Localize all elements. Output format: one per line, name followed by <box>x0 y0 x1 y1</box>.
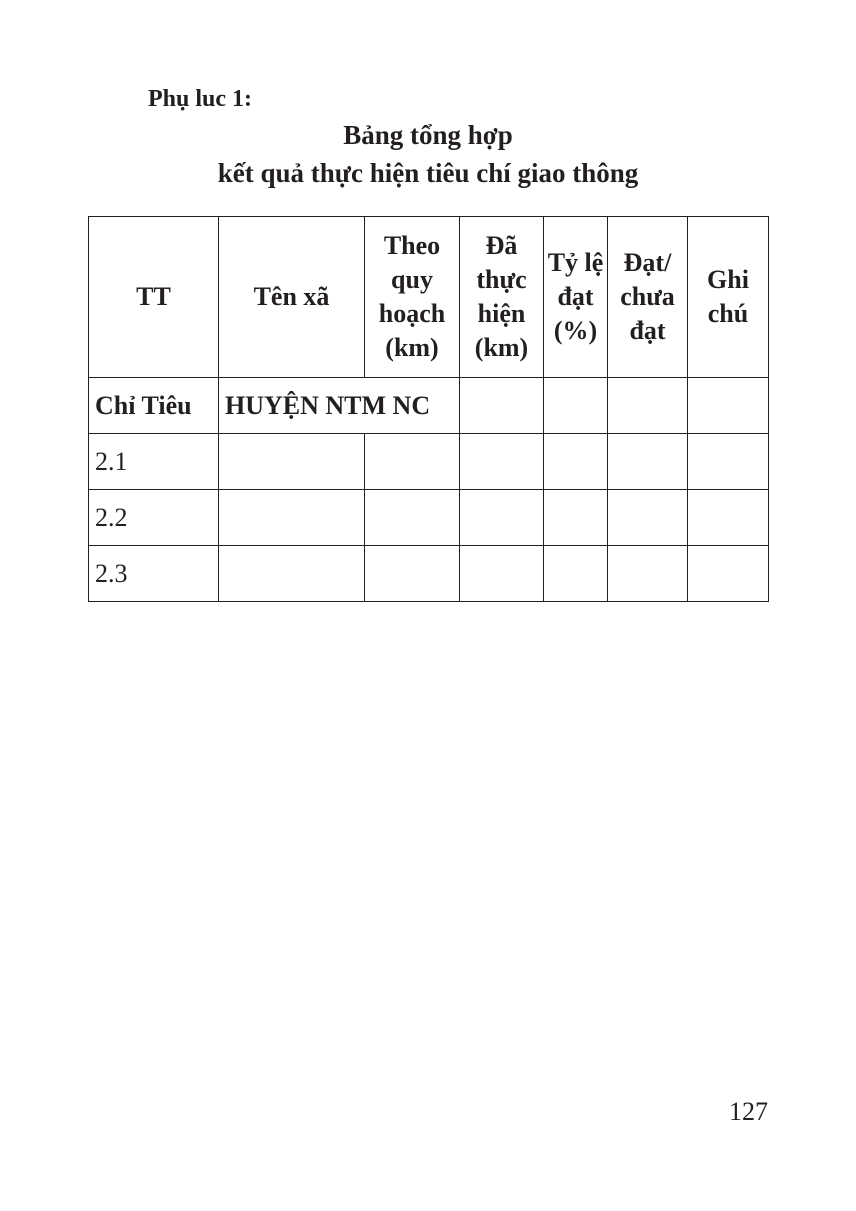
table-cell <box>460 434 544 490</box>
table-row <box>89 546 769 602</box>
page-number: 127 <box>729 1097 768 1126</box>
table-cell <box>460 546 544 602</box>
table-cell <box>608 378 688 434</box>
table-cell <box>365 490 460 546</box>
header-da-thuc-hien: Đã thực hiện (km) <box>460 217 544 378</box>
criteria-value: HUYỆN NTM NC <box>219 378 460 434</box>
row-number: 2.2 <box>89 490 219 546</box>
appendix-label: Phụ luc 1: <box>148 86 253 112</box>
criteria-label: Chỉ Tiêu <box>89 378 219 434</box>
criteria-row <box>89 378 769 434</box>
table-cell <box>365 546 460 602</box>
header-ten-xa: Tên xã <box>219 217 365 378</box>
header-theo-quy-hoach: Theo quy hoạch (km) <box>365 217 460 378</box>
table-cell <box>544 546 608 602</box>
table-row <box>89 490 769 546</box>
table-row <box>89 434 769 490</box>
table-cell <box>219 434 365 490</box>
table-cell <box>544 378 608 434</box>
summary-table <box>88 216 769 602</box>
document-subtitle: kết quả thực hiện tiêu chí giao thông <box>217 158 639 188</box>
table-cell <box>688 434 769 490</box>
table-header-row <box>89 217 769 378</box>
document-title: Bảng tổng hợp <box>343 120 513 150</box>
table-cell <box>688 546 769 602</box>
table-cell <box>608 546 688 602</box>
table-cell <box>365 434 460 490</box>
table-cell <box>219 546 365 602</box>
table-cell <box>608 490 688 546</box>
header-ty-le-dat: Tỷ lệ đạt (%) <box>544 217 608 378</box>
row-number: 2.1 <box>89 434 219 490</box>
table-cell <box>608 434 688 490</box>
table-cell <box>688 378 769 434</box>
table-cell <box>460 490 544 546</box>
table-cell <box>460 378 544 434</box>
header-dat-chua-dat: Đạt/ chưa đạt <box>608 217 688 378</box>
row-number: 2.3 <box>89 546 219 602</box>
header-ghi-chu: Ghi chú <box>688 217 769 378</box>
header-tt: TT <box>89 217 219 378</box>
table-cell <box>688 490 769 546</box>
table-cell <box>219 490 365 546</box>
table-cell <box>544 490 608 546</box>
table-cell <box>544 434 608 490</box>
